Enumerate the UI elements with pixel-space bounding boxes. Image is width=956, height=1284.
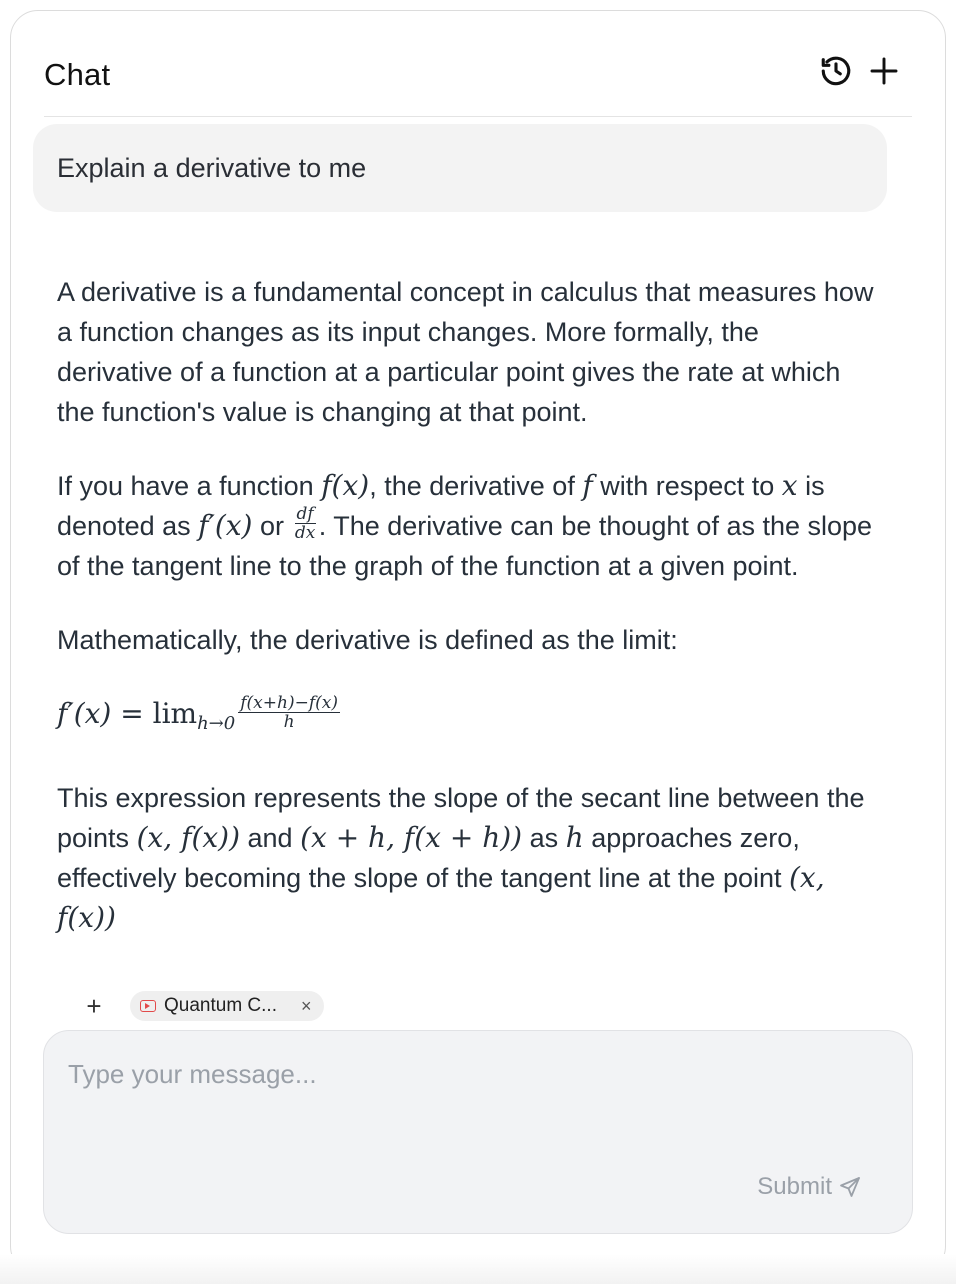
math-point-1: (x, f(x)): [136, 821, 241, 855]
bottom-fade: [0, 1254, 956, 1284]
submit-button[interactable]: [757, 1173, 862, 1201]
text-span: This expression represents the slope of the secant line between the points: [57, 783, 865, 854]
youtube-icon: [140, 1000, 156, 1012]
user-message: Explain a derivative to me: [33, 124, 887, 212]
new-chat-plus-icon[interactable]: [864, 51, 904, 91]
context-chip[interactable]: [130, 991, 324, 1021]
math-h: h: [565, 821, 584, 855]
math-point-3: (x, f(x)): [57, 861, 825, 935]
answer-paragraph-3: Mathematically, the derivative is defined as the limit:: [57, 625, 678, 656]
text-span: is denoted as: [57, 471, 825, 541]
send-icon: [838, 1175, 862, 1199]
message-input[interactable]: [68, 1059, 888, 1169]
close-icon[interactable]: ×: [301, 995, 312, 1016]
math-fprime: f′(x): [198, 509, 253, 542]
assistant-message: [57, 272, 877, 966]
text-span: and: [240, 823, 301, 854]
answer-paragraph-2: [57, 466, 877, 586]
derivative-formula: [57, 694, 877, 744]
formula-fraction: [238, 694, 340, 731]
fraction-denominator: h: [283, 711, 295, 732]
context-bar: [78, 990, 324, 1022]
fraction-denominator: dx: [294, 523, 316, 544]
text-span: If you have a function: [57, 471, 322, 501]
answer-paragraph-1: A derivative is a fundamental concept in calculus that measures how a function changes as its input changes. More formally, the derivative of a function at a particular point gives the rate at which the function's value is changing at that point.: [57, 277, 874, 427]
math-point-2: (x + h, f(x + h)): [300, 821, 523, 855]
text-span: , the derivative of: [369, 471, 583, 501]
math-f: f: [582, 469, 593, 502]
formula-limit-subscript: h→0: [197, 713, 236, 735]
math-fraction-dfdx: [295, 505, 316, 542]
add-context-plus-icon[interactable]: +: [86, 990, 102, 1021]
text-span: . The derivative can be thought of as the slope of the tangent line to the graph of the function at a given point.: [57, 511, 873, 582]
history-icon[interactable]: [816, 51, 856, 91]
math-x: x: [781, 469, 798, 502]
formula-lhs: f′(x): [57, 697, 112, 731]
formula-lim: = lim: [111, 697, 198, 731]
fraction-numerator: f(x+h)−f(x): [240, 692, 338, 713]
text-span: approaches zero, effectively becoming the slope of the tangent line at the point: [57, 823, 800, 894]
text-span: with respect to: [592, 471, 782, 501]
page-title: Chat: [44, 57, 111, 92]
submit-label: Submit: [757, 1173, 832, 1200]
text-span: or: [252, 511, 292, 541]
text-span: as: [522, 823, 566, 854]
answer-paragraph-4: [57, 778, 877, 938]
message-composer: [43, 1030, 913, 1234]
fraction-numerator: df: [296, 504, 314, 525]
message-list[interactable]: [33, 122, 903, 966]
math-fx: f(x): [321, 469, 370, 502]
chat-header: [44, 41, 912, 117]
context-chip-label: Quantum C...: [164, 995, 277, 1016]
